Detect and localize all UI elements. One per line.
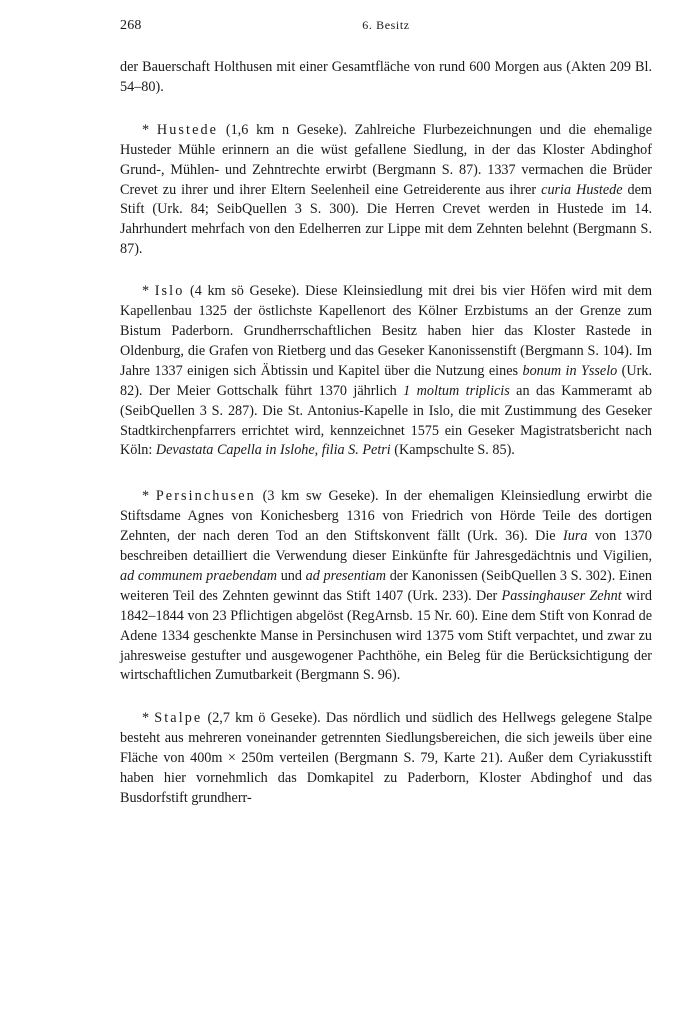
paragraph-text: der Bauerschaft Holthusen mit einer Gesamtfläche von rund 600 Morgen aus (Akten 209 Bl. 54–80).	[120, 59, 652, 95]
entry-text: und	[277, 567, 306, 584]
entry-text: von 1370 beschreiben detailliert die Verwendung dieser Einkünfte für Jahresgedächtnis und Vigilien,	[120, 528, 652, 565]
entry-italic-term: Iura	[563, 528, 588, 545]
entry-text: wird 1842–1844 von 23 Pflichtigen abgelöst (RegArnsb. 15 Nr. 60). Eine dem Stift von Konrad de Adene 1334 geschenkte Manse in Persinchusen wird 1375 vom Stift verpachtet, und zwar zu jahresweise gestufter und ausgewogener Pachthöhe, ein Beleg für die Berücksichtigung der wirtschaftlichen Zumutbarkeit (Bergmann S. 96).	[120, 587, 652, 684]
entry-place-name: Islo	[154, 283, 185, 300]
entry-text: (2,7 km ö Geseke). Das nördlich und südlich des Hellwegs gelegene Stalpe besteht aus mehreren voneinander getrennten Siedlungsbereichen, die sich jeweils über eine Fläche von 400m × 250m verteilen (Bergmann S. 79, Karte 21). Außer dem Cyriakusstift haben hier vornehmlich das Domkapitel zu Paderborn, Kloster Abdinghof und das Busdorfstift grundherr-	[120, 710, 653, 806]
entry-text: (4 km sö Geseke). Diese Kleinsiedlung mit drei bis vier Höfen wird mit dem Kapellenbau 1325 der östlichste Kapellenort des Kölner Erzbistums an der Grenze zum Bistum Paderborn. Grundherrschaftlichen Besitz haben hier das Kloster Rastede in Oldenburg, die Grafen von Rietberg und das Geseker Kanonissenstift (Bergmann S. 104). Im Jahre 1337 einigen sich Äbtissin und Kapitel über die Nutzung eines	[120, 283, 652, 379]
entry-italic-term: ad presentiam	[305, 567, 387, 584]
page-number: 268	[120, 18, 142, 33]
chapter-title: 6. Besitz	[362, 18, 410, 32]
entry-text: (3 km sw Geseke). In der ehemaligen Kleinsiedlung erwirbt die Stiftsdame Agnes von Konichesberg 1316 von Friedrich von Hörde Teile des dortigen Zehnten, der nach deren Tod an den Stiftskonvent fällt (Urk. 36). Die	[120, 488, 652, 545]
running-header	[120, 18, 652, 40]
entry-italic-term: ad communem praebendam	[120, 567, 278, 584]
entry-text: (1,6 km n Geseke). Zahlreiche Flurbezeichnungen und die ehemalige Husteder Mühle erinnern an die wüst gefallene Siedlung, in der das Kloster Abdinghof Grund-, Mühlen- und Zehntrechte erwirbt (Bergmann S. 87). 1337 vermachen die Brüder Crevet zu ihrer und ihrer Eltern Seelenheil eine Getreiderente aus ihrer	[120, 121, 653, 198]
entry-place-name: Stalpe	[154, 710, 203, 727]
entry-place-name: Persinchusen	[155, 488, 256, 505]
entry-islo	[120, 282, 652, 461]
book-page	[120, 18, 652, 809]
entry-hustede	[120, 121, 652, 260]
entry-marker: *	[142, 488, 156, 505]
entry-marker: *	[142, 283, 155, 300]
paragraph-continuation	[120, 58, 652, 98]
entry-text: (Urk. 82). Der Meier Gottschalk führt 1370 jährlich	[120, 362, 652, 399]
entry-italic-term: curia Hustede	[541, 181, 623, 198]
entry-italic-term: 1 moltum triplicis	[403, 382, 510, 399]
entry-stalpe	[120, 709, 652, 809]
entry-italic-term: Passinghauser Zehnt	[501, 587, 622, 604]
entry-marker: *	[142, 710, 155, 727]
entry-italic-term: bonum in Ysselo	[522, 362, 618, 379]
entry-text: dem Stift (Urk. 84; SeibQuellen 3 S. 300). Die Herren Crevet werden in Hustede im 14. Jahrhundert mehrfach von den Edelherren zur Lippe mit dem Zehnten belehnt (Bergmann S. 87).	[120, 181, 652, 258]
entry-persinchusen	[120, 487, 652, 686]
entry-place-name: Hustede	[156, 121, 219, 138]
entry-italic-term: Devastata Capella in Islohe, filia S. Petri	[155, 442, 391, 459]
entry-text: an das Kammeramt ab (SeibQuellen 3 S. 287). Die St. Antonius-Kapelle in Islo, die mit Zustimmung des Geseker Stadtkirchenpfarrers errichtet wird, kennzeichnet 1575 ein Geseker Magistratsbericht nach Köln:	[120, 382, 652, 459]
entry-text: der Kanonissen (SeibQuellen 3 S. 302). Einen weiteren Teil des Zehnten gewinnt das Stift 1407 (Urk. 233). Der	[120, 567, 652, 604]
entry-marker: *	[142, 121, 157, 138]
entry-text: (Kampschulte S. 85).	[390, 442, 515, 459]
